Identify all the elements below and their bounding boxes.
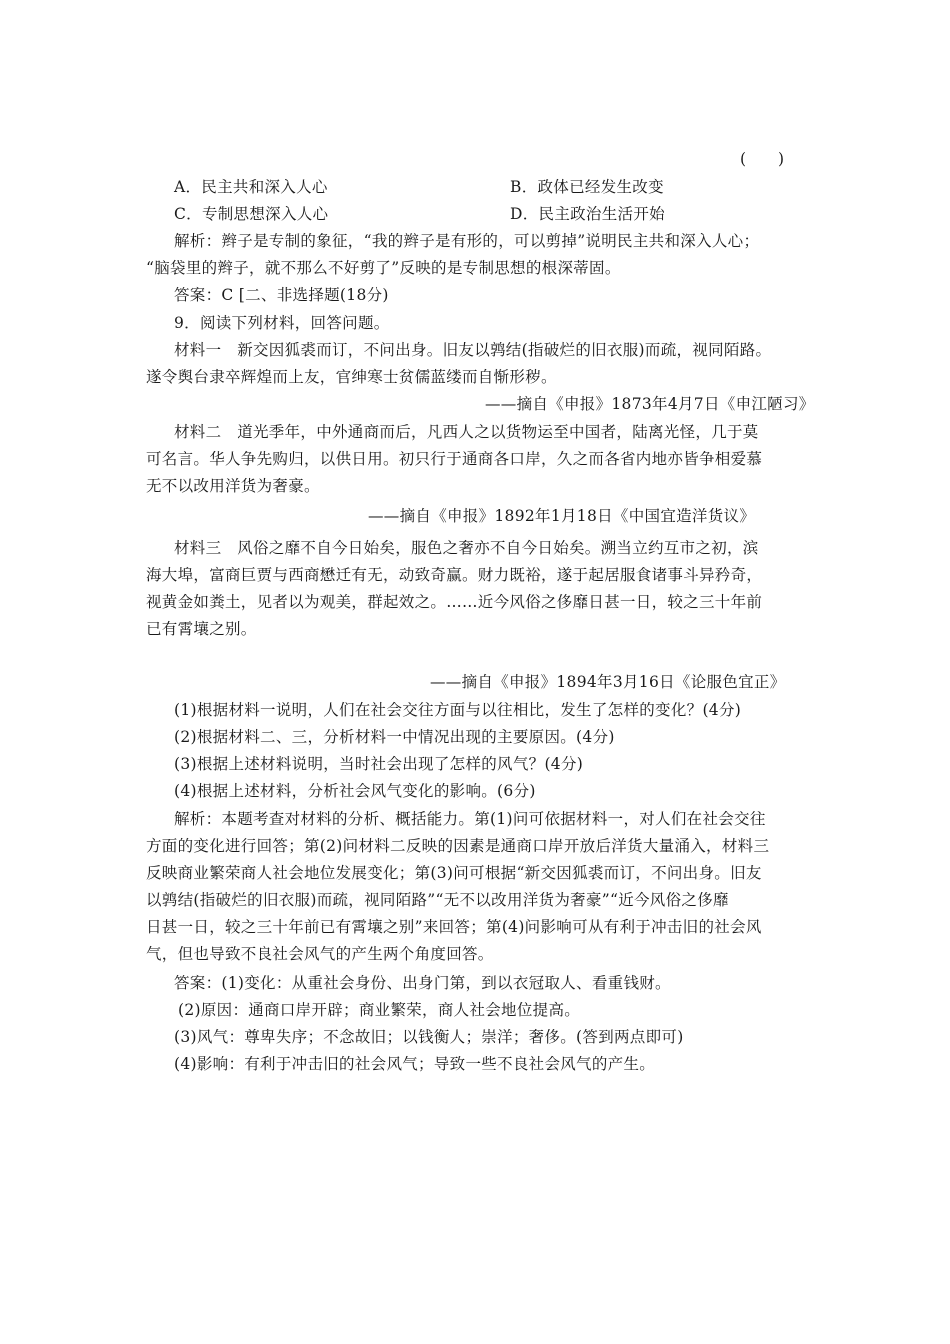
q9-answer-line-2: (2)原因：通商口岸开辟；商业繁荣，商人社会地位提高。 [178, 1001, 581, 1019]
option-b: B．政体已经发生改变 [510, 178, 664, 196]
sub-question-3: (3)根据上述材料说明，当时社会出现了怎样的风气？(4分) [174, 755, 584, 773]
q8-answer: 答案：C [二、非选择题(18分) [174, 286, 389, 304]
sub-question-4: (4)根据上述材料，分析社会风气变化的影响。(6分) [174, 782, 536, 800]
q9-answer-line-3: (3)风气：尊卑失序；不念故旧；以钱衡人；崇洋；奢侈。(答到两点即可) [174, 1028, 684, 1046]
material2-line-1: 材料二 道光季年，中外通商而后，凡西人之以货物运至中国者，陆离光怪，几于莫 [174, 423, 759, 441]
material1-line-2: 遂令舆台隶卒辉煌而上友，官绅寒士贫儒蓝缕而自惭形秽。 [146, 368, 557, 386]
answer-paren: ( ) [740, 150, 785, 168]
option-a: A．民主共和深入人心 [174, 178, 328, 196]
q9-answer-line-1: 答案：(1)变化：从重社会身份、出身门第，到以衣冠取人、看重钱财。 [174, 974, 671, 992]
q8-analysis-line-2: “脑袋里的辫子，就不那么不好剪了”反映的是专制思想的根深蒂固。 [146, 259, 621, 277]
option-d: D．民主政治生活开始 [510, 205, 665, 223]
material3-source: ——摘自《申报》1894年3月16日《论服色宜正》 [430, 673, 786, 691]
material2-source: ——摘自《申报》1892年1月18日《中国宜造洋货议》 [368, 507, 756, 525]
material3-line-4: 已有霄壤之别。 [146, 620, 257, 638]
option-c: C．专制思想深入人心 [174, 205, 329, 223]
q9-analysis-line-6: 气，但也导致不良社会风气的产生两个角度回答。 [146, 945, 494, 963]
q9-analysis-line-3: 反映商业繁荣商人社会地位发展变化；第(3)问可根据“新交因狐裘而订，不问出身。旧友 [146, 864, 762, 882]
q9-analysis-line-4: 以鹑结(指破烂的旧衣服)而疏，视同陌路”“无不以改用洋货为奢豪”“近今风俗之侈靡 [146, 891, 729, 909]
q9-stem: 9．阅读下列材料，回答问题。 [174, 314, 390, 332]
q9-analysis-line-5: 日甚一日，较之三十年前已有霄壤之别”来回答；第(4)问影响可从有利于冲击旧的社会风 [146, 918, 762, 936]
q9-analysis-line-1: 解析：本题考查对材料的分析、概括能力。第(1)问可依据材料一，对人们在社会交往 [174, 810, 766, 828]
sub-question-2: (2)根据材料二、三，分析材料一中情况出现的主要原因。(4分) [174, 728, 615, 746]
sub-question-1: (1)根据材料一说明，人们在社会交往方面与以往相比，发生了怎样的变化？(4分) [174, 701, 742, 719]
material3-line-2: 海大埠，富商巨贾与西商懋迁有无，动致奇赢。财力既裕，遂于起居服食诸事斗异矜奇， [146, 566, 763, 584]
material3-line-3: 视黄金如粪土，见者以为观美，群起效之。……近今风俗之侈靡日甚一日，较之三十年前 [146, 593, 763, 611]
material1-line-1: 材料一 新交因狐裘而订，不问出身。旧友以鹑结(指破烂的旧衣服)而疏，视同陌路。 [174, 341, 772, 359]
q8-analysis-line-1: 解析：辫子是专制的象征，“我的辫子是有形的，可以剪掉”说明民主共和深入人心； [174, 232, 760, 250]
material1-source: ——摘自《申报》1873年4月7日《申江陋习》 [485, 395, 815, 413]
material2-line-2: 可名言。华人争先购归，以供日用。初只行于通商各口岸，久之而各省内地亦皆争相爱慕 [146, 450, 763, 468]
material3-line-1: 材料三 风俗之靡不自今日始矣，服色之奢亦不自今日始矣。溯当立约互市之初，滨 [174, 539, 759, 557]
material2-line-3: 无不以改用洋货为奢豪。 [146, 477, 320, 495]
q9-answer-line-4: (4)影响：有利于冲击旧的社会风气；导致一些不良社会风气的产生。 [174, 1055, 656, 1073]
q9-analysis-line-2: 方面的变化进行回答；第(2)问材料二反映的因素是通商口岸开放后洋货大量涌入，材料三 [146, 837, 770, 855]
